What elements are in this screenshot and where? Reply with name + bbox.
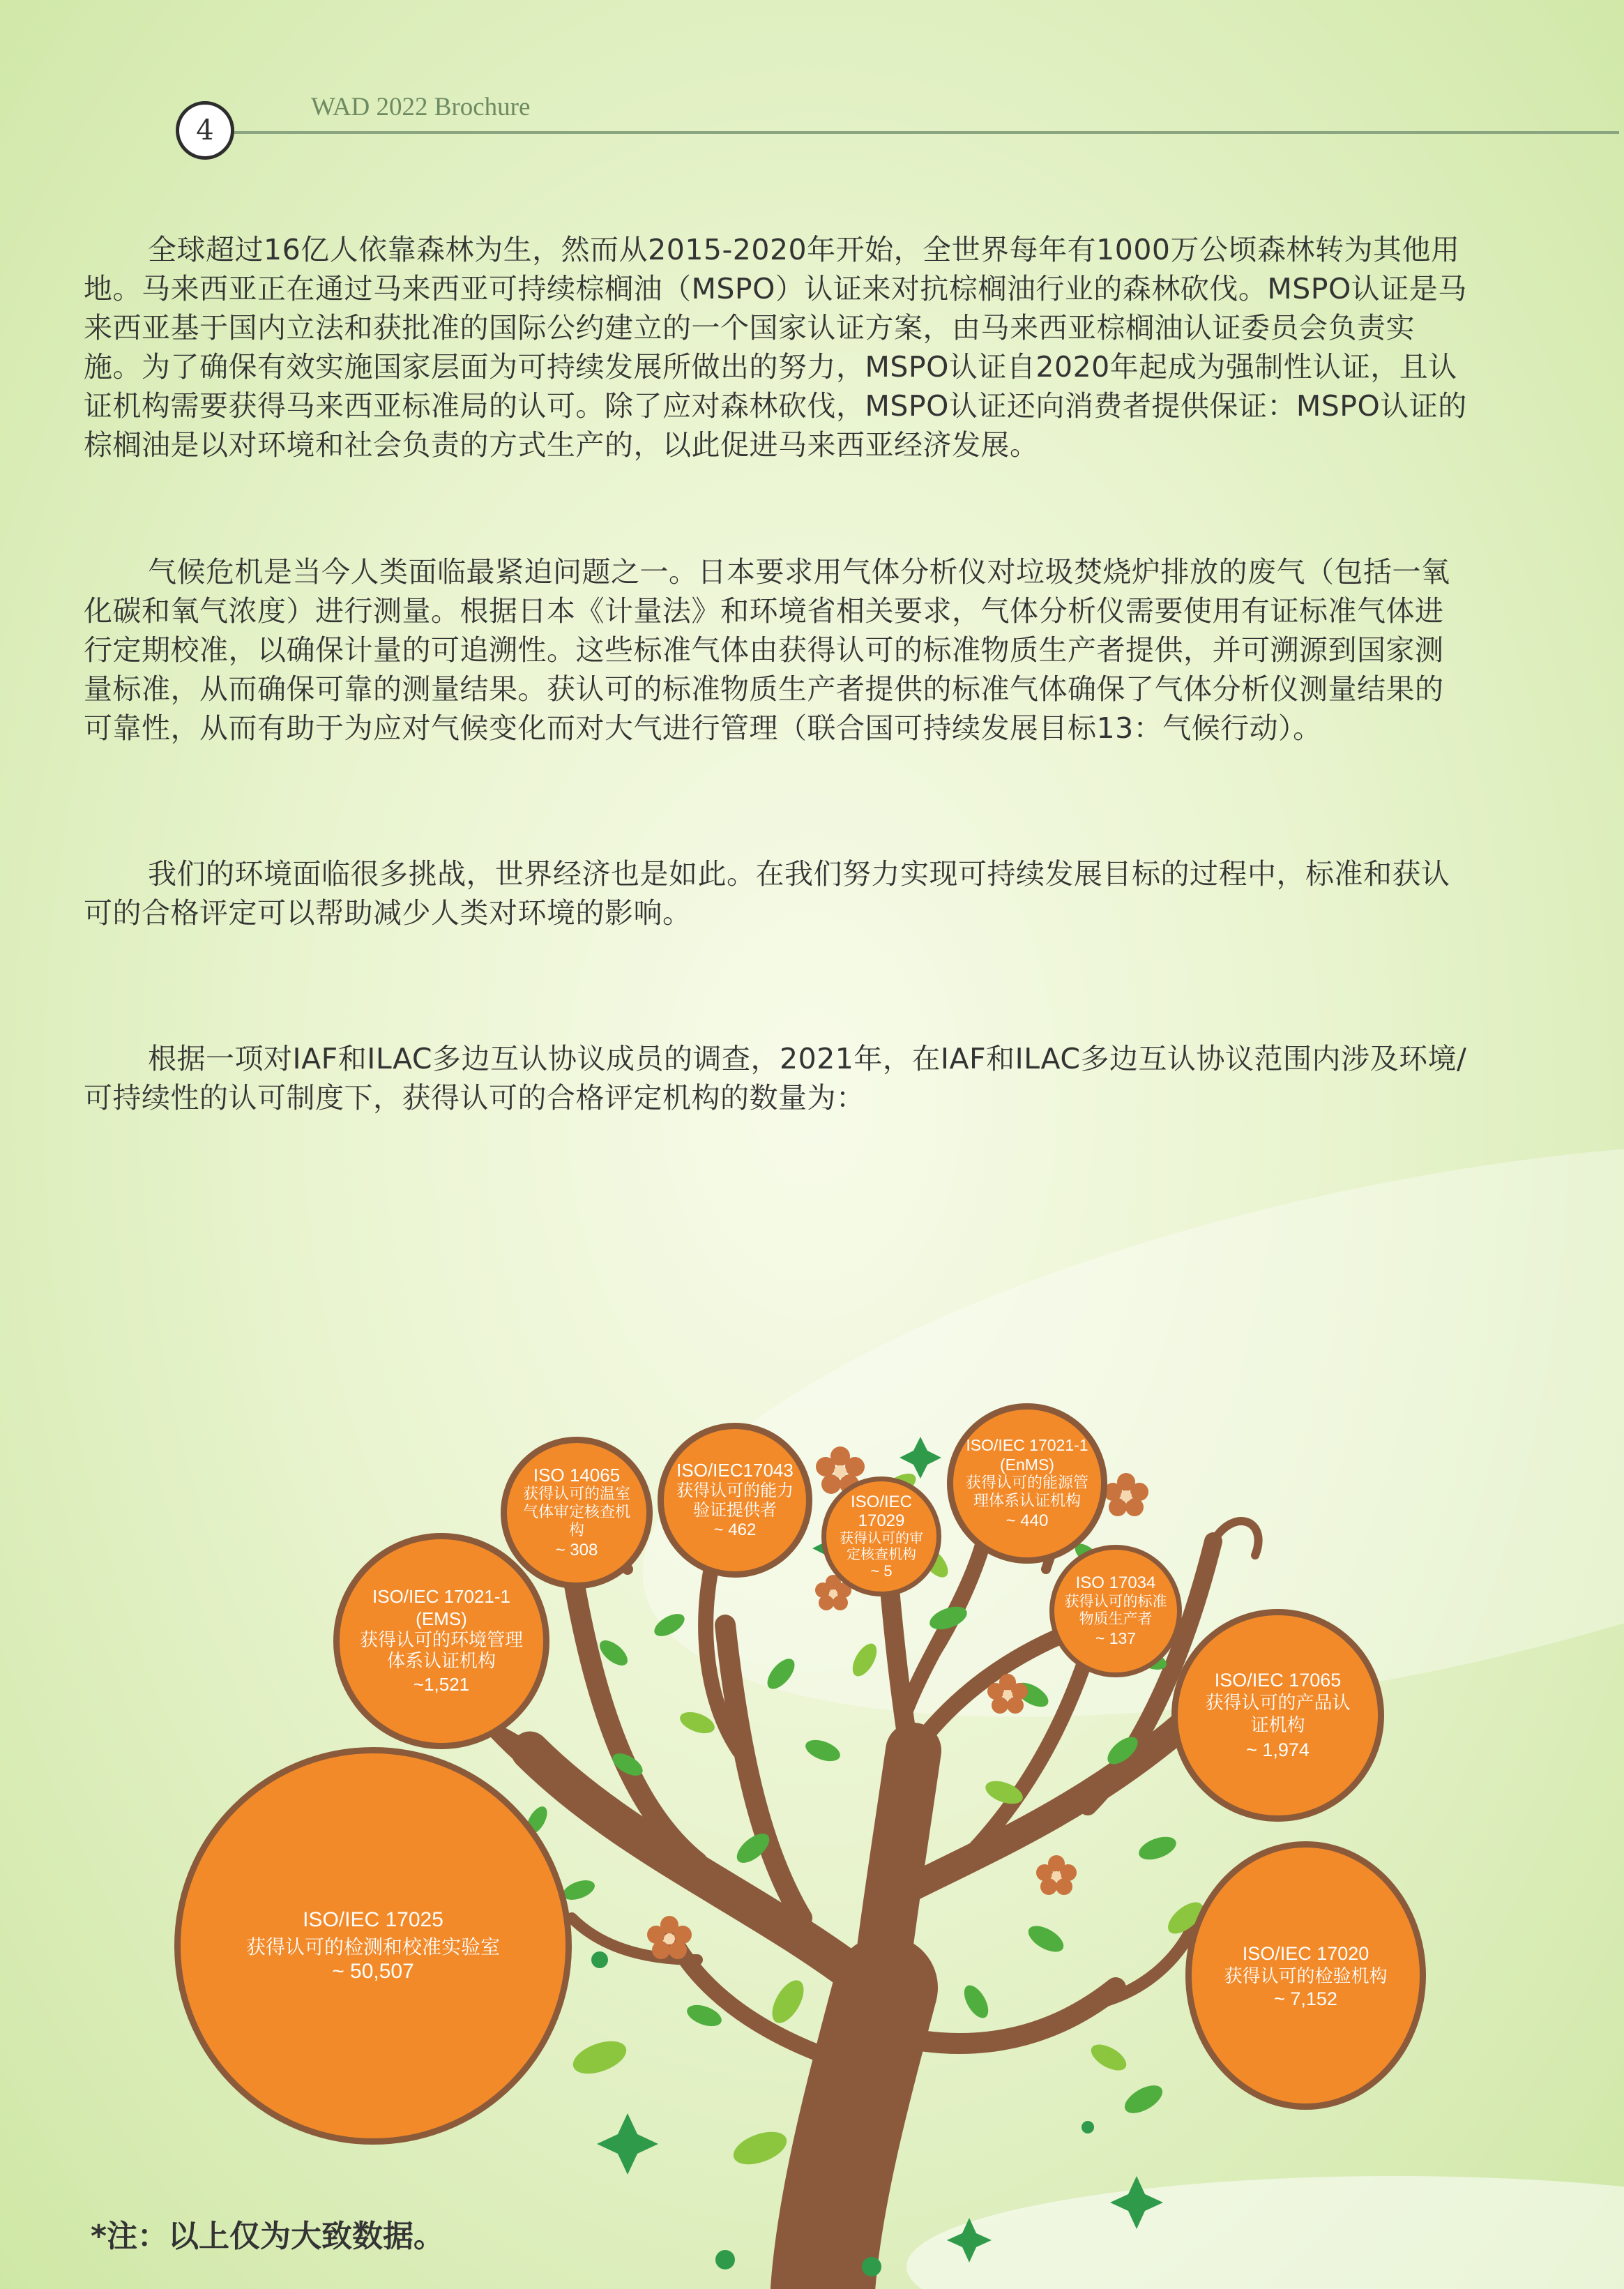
bubble-count: ~1,521	[413, 1674, 470, 1695]
bubble-standard: ISO 17034	[1075, 1573, 1156, 1592]
bubble-count: ~ 137	[1095, 1629, 1137, 1647]
bubble-standard: ISO 14065	[533, 1465, 621, 1486]
bubble-iso17065	[1171, 1609, 1384, 1822]
bubble-description: 获得认可的检测和校准实验室	[245, 1935, 500, 1958]
bubble-count: ~ 5	[870, 1562, 893, 1580]
header-rule	[234, 131, 1619, 134]
paragraph-mspo: 全球超过16亿人依靠森林为生，然而从2015-2020年开始，全世界每年有1000万公顷森林转为其他用地。马来西亚正在通过马来西亚可持续棕榈油（MSPO）认证来对抗棕榈油行业的森林砍伐。MSPO认证是马来西亚基于国内立法和获批准的国际公约建立的一个国家认证方案，由马来西亚棕榈油认证委员会负责实施。为了确保有效实施国家层面为可持续发展所做出的努力，MSPO认证自2020年起成为强制性认证，且认证机构需要获得马来西亚标准局的认可。除了应对森林砍伐，MSPO认证还向消费者提供保证：MSPO认证的棕榈油是以对环境和社会负责的方式生产的，以此促进马来西亚经济发展。	[84, 233, 1467, 462]
footnote: *注：以上仅为大致数据。	[91, 2219, 445, 2254]
bubble-description: 获得认可的环境管理体系认证机构	[359, 1630, 523, 1672]
bubble-standard: ISO/IEC 17025	[303, 1908, 443, 1931]
bubble-standard: ISO/IEC17043	[676, 1460, 794, 1481]
paragraph-survey: 根据一项对IAF和ILAC多边互认协议成员的调查，2021年，在IAF和ILAC多边互认协议范围内涉及环境/可持续性的认可制度下，获得认可的合格评定机构的数量为：	[84, 1042, 1467, 1115]
bubble-count: ~ 462	[713, 1520, 757, 1539]
page-number: 4	[176, 101, 234, 160]
bubble-description: 获得认可的温室气体审定核查机构	[522, 1486, 630, 1539]
bubble-iso17020	[1185, 1841, 1426, 2110]
paragraph-climate: 气候危机是当今人类面临最紧迫问题之一。日本要求用气体分析仪对垃圾焚烧炉排放的废气（包括一氧化碳和氧气浓度）进行测量。根据日本《计量法》和环境省相关要求，气体分析仪需要使用有证标准气体进行定期校准，以确保计量的可追溯性。这些标准气体由获得认可的标准物质生产者提供，并可溯源到国家测量标准，从而确保可靠的测量结果。获认可的标准物质生产者提供的标准气体确保了气体分析仪测量结果的可靠性，从而有助于为应对气候变化而对大气进行管理（联合国可持续发展目标13：气候行动）。	[84, 555, 1450, 745]
bubble-standard: ISO/IEC 17065	[1214, 1669, 1342, 1691]
bubble-description: 获得认可的审定核查机构	[840, 1529, 923, 1562]
bubble-count: ~ 308	[555, 1541, 598, 1559]
bubble-iso17034	[1049, 1545, 1182, 1677]
bubble-description: 获得认可的产品认证机构	[1205, 1692, 1351, 1736]
bubble-standard: ISO/IEC 17021-1 (EMS)	[372, 1586, 510, 1629]
bubble-iso14065	[501, 1437, 653, 1589]
bubble-standard: ISO/IEC 17021-1 (EnMS)	[966, 1436, 1088, 1474]
bubble-iso17029	[821, 1476, 941, 1596]
bubble-iso17025	[174, 1747, 572, 2145]
bubble-count: ~ 1,974	[1246, 1739, 1310, 1760]
bubble-iso17021-ems	[333, 1533, 549, 1749]
bubble-iso17021-enms	[947, 1403, 1107, 1564]
bubble-count: ~ 7,152	[1274, 1988, 1337, 2009]
bubble-description: 获得认可的标准物质生产者	[1064, 1593, 1167, 1627]
paragraph-challenges: 我们的环境面临很多挑战，世界经济也是如此。在我们努力实现可持续发展目标的过程中，标准和获认可的合格评定可以帮助减少人类对环境的影响。	[84, 857, 1450, 930]
header-title: WAD 2022 Brochure	[311, 93, 531, 121]
bubble-count: ~ 440	[1005, 1511, 1049, 1530]
bubble-description: 获得认可的能源管理体系认证机构	[965, 1474, 1088, 1510]
bubble-standard: ISO/IEC 17020	[1242, 1942, 1369, 1964]
bubble-count: ~ 50,507	[332, 1960, 414, 1983]
bubble-standard: ISO/IEC 17029	[850, 1493, 913, 1530]
bubble-iso17043	[658, 1423, 812, 1578]
bubble-description: 获得认可的检验机构	[1224, 1965, 1388, 1987]
bubble-description: 获得认可的能力验证提供者	[676, 1481, 794, 1520]
